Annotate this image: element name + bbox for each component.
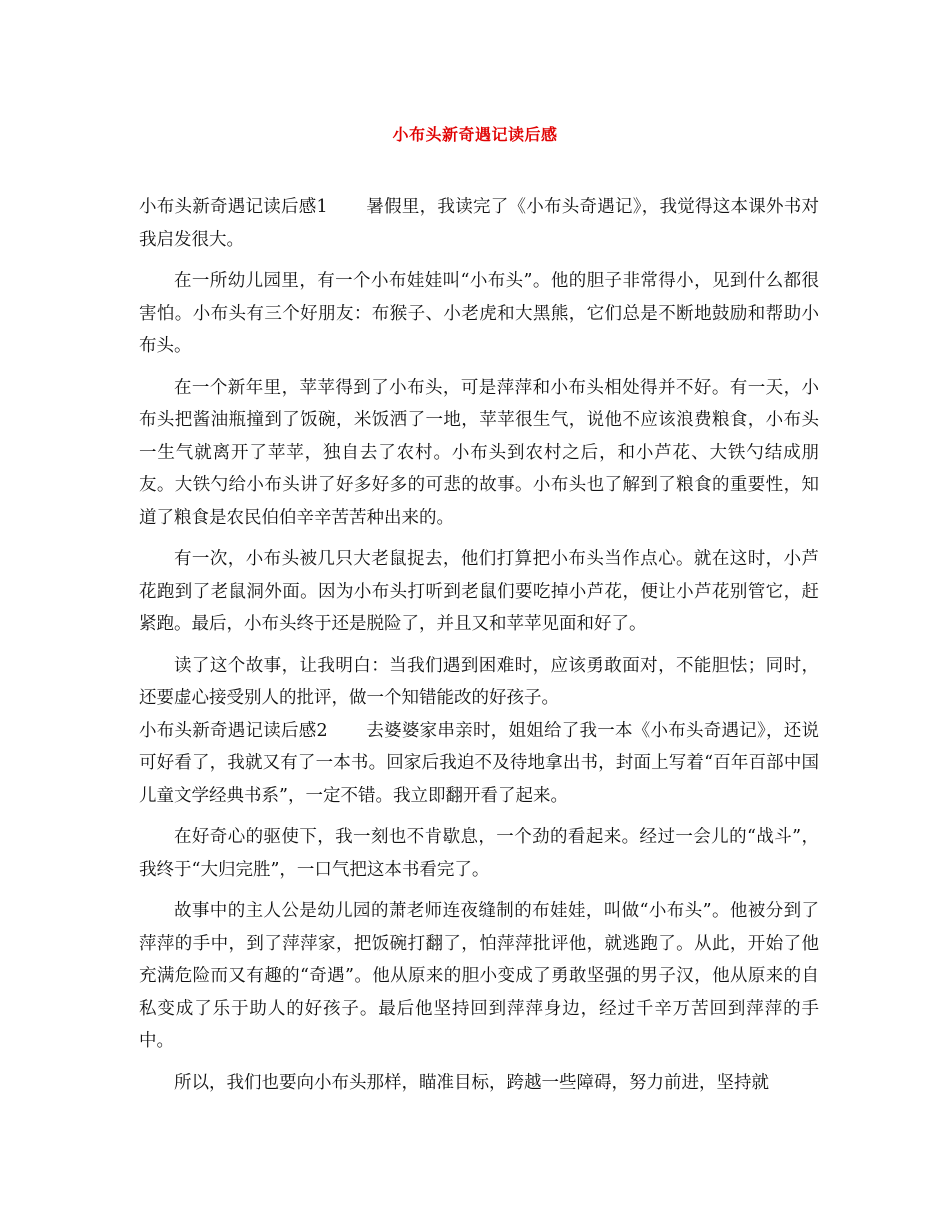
paragraph: 所以，我们也要向小布头那样，瞄准目标，跨越一些障碍，努力前进，坚持就 — [174, 1072, 769, 1093]
section-2-first-text: 去婆婆家串亲时，姐姐给了我一本《小布头奇遇记》，还说可好看了，我就又有了一本书。回家后我迫不及待地拿出书，封面上写着“百年百部中国儿童文学经典书系”，一定不错。我立即翻开看了起来。 — [139, 720, 819, 806]
section-1-opening — [139, 191, 819, 256]
section-1-first-text: 暑假里，我读完了《小布头奇遇记》，我觉得这本课外书对我启发很大。 — [139, 197, 819, 250]
paragraph: 在一个新年里，苹苹得到了小布头，可是萍萍和小布头相处得并不好。有一天，小布头把酱油瓶撞到了饭碗，米饭洒了一地，苹苹很生气，说他不应该浪费粮食，小布头一生气就离开了苹苹，独自去了农村。小布头到农村之后，和小芦花、大铁勺结成朋友。大铁勺给小布头讲了好多好多的可悲的故事。小布头也了解到了粮食的重要性，知道了粮食是农民伯伯辛辛苦苦种出来的。 — [139, 377, 819, 528]
document-title: 小布头新奇遇记读后感 — [392, 125, 558, 144]
paragraph: 有一次，小布头被几只大老鼠捉去，他们打算把小布头当作点心。就在这时，小芦花跑到了老鼠洞外面。因为小布头打听到老鼠们要吃掉小芦花，便让小芦花别管它，赶紧跑。最后，小布头终于还是脱险了，并且又和苹苹见面和好了。 — [139, 549, 819, 634]
section-2-opening — [139, 715, 819, 813]
paragraph: 在一所幼儿园里，有一个小布娃娃叫“小布头”。他的胆子非常得小，见到什么都很害怕。小布头有三个好朋友：布猴子、小老虎和大黑熊，它们总是不断地鼓励和帮助小布头。 — [139, 271, 819, 356]
section-1-heading: 小布头新奇遇记读后感1 — [139, 197, 328, 217]
document-body — [139, 191, 819, 1108]
paragraph: 故事中的主人公是幼儿园的萧老师连夜缝制的布娃娃，叫做“小布头”。他被分到了萍萍的手中，到了萍萍家，把饭碗打翻了，怕萍萍批评他，就逃跑了。从此，开始了他充满危险而又有趣的“奇遇”。他从原来的胆小变成了勇敢坚强的男子汉，他从原来的自私变成了乐于助人的好孩子。最后他坚持回到萍萍身边，经过千辛万苦回到萍萍的手中。 — [139, 901, 819, 1051]
paragraph: 读了这个故事，让我明白：当我们遇到困难时，应该勇敢面对，不能胆怯；同时，还要虚心接受别人的批评，做一个知错能改的好孩子。 — [139, 655, 819, 708]
section-2-heading: 小布头新奇遇记读后感2 — [139, 720, 328, 741]
paragraph: 在好奇心的驱使下，我一刻也不肯歇息，一个劲的看起来。经过一会儿的“战斗”，我终于“大归完胜”，一口气把这本书看完了。 — [139, 827, 819, 880]
